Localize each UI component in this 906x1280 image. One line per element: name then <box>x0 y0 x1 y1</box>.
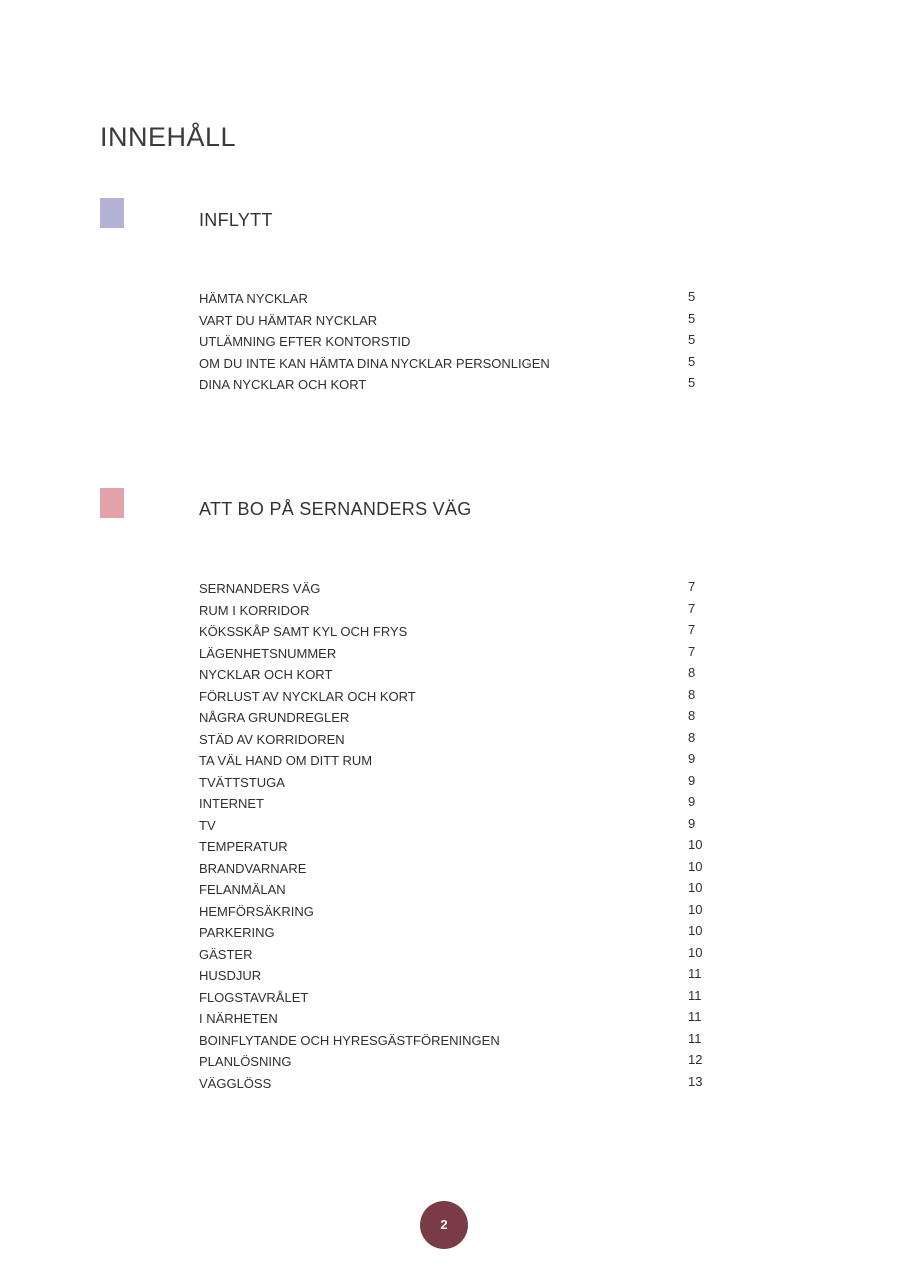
toc-entry[interactable] <box>199 664 719 686</box>
toc-entry-page-number: 5 <box>688 289 696 304</box>
toc-entry-label: FÖRLUST AV NYCKLAR OCH KORT <box>199 688 416 704</box>
toc-entry-page-number: 11 <box>688 1009 702 1024</box>
toc-entry-page-number: 7 <box>688 643 696 659</box>
toc-entry-label: FLOGSTAVRÅLET <box>199 989 309 1005</box>
toc-entry-label: SERNANDERS VÄG <box>199 581 321 596</box>
toc-entry[interactable] <box>199 965 719 987</box>
section-color-marker <box>100 488 124 518</box>
toc-entry-label: FELANMÄLAN <box>199 882 286 897</box>
toc-entry[interactable] <box>199 729 719 751</box>
toc-entry-page-number: 10 <box>688 858 703 874</box>
toc-entry[interactable] <box>199 1073 719 1095</box>
toc-entry-page-number: 10 <box>688 923 703 938</box>
toc-entry-page-number: 13 <box>688 1073 703 1089</box>
toc-entry[interactable] <box>199 288 719 310</box>
toc-entry-page-number: 10 <box>688 837 703 852</box>
toc-entry[interactable] <box>199 643 719 665</box>
toc-entry-label: RUM I KORRIDOR <box>199 602 310 618</box>
toc-entry[interactable] <box>199 1051 719 1073</box>
toc-entry-page-number: 8 <box>688 708 696 723</box>
toc-entry-page-number: 7 <box>688 600 696 616</box>
toc-entry-label: STÄD AV KORRIDOREN <box>199 731 345 747</box>
page-number-badge: 2 <box>420 1201 468 1249</box>
toc-entry-page-number: 12 <box>688 1052 703 1067</box>
toc-entry-label: UTLÄMNING EFTER KONTORSTID <box>199 334 411 349</box>
toc-entry-label: I NÄRHETEN <box>199 1011 278 1026</box>
toc-entry[interactable] <box>199 815 719 837</box>
toc-entry-label: TV <box>199 817 216 833</box>
toc-entry-page-number: 11 <box>688 987 702 1003</box>
toc-entry-label: TVÄTTSTUGA <box>199 774 285 790</box>
toc-entry-label: GÄSTER <box>199 946 253 962</box>
toc-entry[interactable] <box>199 836 719 858</box>
toc-entry-page-number: 5 <box>688 353 696 369</box>
toc-entry[interactable] <box>199 858 719 880</box>
toc-entry-label: TEMPERATUR <box>199 839 288 854</box>
toc-entry[interactable] <box>199 879 719 901</box>
toc-entry-label: INTERNET <box>199 796 264 811</box>
toc-entry-page-number: 10 <box>688 880 703 895</box>
toc-entry-page-number: 8 <box>688 686 696 702</box>
toc-entry-page-number: 11 <box>688 966 702 981</box>
toc-entry[interactable] <box>199 901 719 923</box>
toc-entry[interactable] <box>199 578 719 600</box>
toc-entry[interactable] <box>199 353 719 375</box>
toc-entry-page-number: 7 <box>688 622 696 637</box>
toc-entry-label: LÄGENHETSNUMMER <box>199 645 337 661</box>
toc-entry-page-number: 5 <box>688 375 696 390</box>
toc-entry-label: NYCKLAR OCH KORT <box>199 667 333 682</box>
toc-entry[interactable] <box>199 686 719 708</box>
toc-entry-page-number: 9 <box>688 751 696 766</box>
toc-entry-page-number: 9 <box>688 815 696 831</box>
toc-entry-page-number: 5 <box>688 310 696 326</box>
toc-entry[interactable] <box>199 793 719 815</box>
toc-entry-label: HEMFÖRSÄKRING <box>199 903 314 919</box>
toc-entry-label: TA VÄL HAND OM DITT RUM <box>199 753 373 768</box>
toc-entry-page-number: 9 <box>688 794 696 809</box>
toc-entry-label: DINA NYCKLAR OCH KORT <box>199 377 367 392</box>
toc-entry[interactable] <box>199 1030 719 1052</box>
toc-entry[interactable] <box>199 922 719 944</box>
toc-entry-label: PLANLÖSNING <box>199 1054 292 1069</box>
toc-list <box>199 288 719 396</box>
toc-entry-page-number: 8 <box>688 729 696 745</box>
section-heading: ATT BO PÅ SERNANDERS VÄG <box>199 499 472 519</box>
toc-entry-page-number: 10 <box>688 944 703 960</box>
toc-entry[interactable] <box>199 374 719 396</box>
toc-entry[interactable] <box>199 987 719 1009</box>
toc-entry-label: HUSDJUR <box>199 968 262 983</box>
toc-entry-page-number: 5 <box>688 332 696 347</box>
section-color-marker <box>100 198 124 228</box>
toc-entry-label: PARKERING <box>199 925 275 940</box>
toc-entry-label: NÅGRA GRUNDREGLER <box>199 710 350 725</box>
toc-entry-page-number: 10 <box>688 901 703 917</box>
section-heading: INFLYTT <box>199 210 273 230</box>
toc-entry-label: BRANDVARNARE <box>199 860 307 876</box>
toc-entry[interactable] <box>199 621 719 643</box>
toc-entry[interactable] <box>199 331 719 353</box>
toc-entry-label: HÄMTA NYCKLAR <box>199 291 308 306</box>
toc-entry[interactable] <box>199 707 719 729</box>
toc-entry[interactable] <box>199 750 719 772</box>
page-title: INNEHÅLL <box>100 122 237 153</box>
toc-entry-label: VART DU HÄMTAR NYCKLAR <box>199 312 378 328</box>
toc-entry[interactable] <box>199 310 719 332</box>
toc-list <box>199 578 719 1094</box>
toc-entry[interactable] <box>199 772 719 794</box>
toc-entry-label: OM DU INTE KAN HÄMTA DINA NYCKLAR PERSONLIGEN <box>199 355 550 371</box>
toc-entry-page-number: 11 <box>688 1030 702 1046</box>
toc-entry[interactable] <box>199 944 719 966</box>
toc-entry-page-number: 8 <box>688 665 696 680</box>
toc-entry-label: BOINFLYTANDE OCH HYRESGÄSTFÖRENINGEN <box>199 1032 500 1048</box>
toc-entry-page-number: 9 <box>688 772 696 788</box>
toc-entry-label: VÄGGLÖSS <box>199 1075 272 1091</box>
toc-entry[interactable] <box>199 600 719 622</box>
toc-entry-page-number: 7 <box>688 579 696 594</box>
toc-entry-label: KÖKSSKÅP SAMT KYL OCH FRYS <box>199 624 408 639</box>
toc-entry[interactable] <box>199 1008 719 1030</box>
